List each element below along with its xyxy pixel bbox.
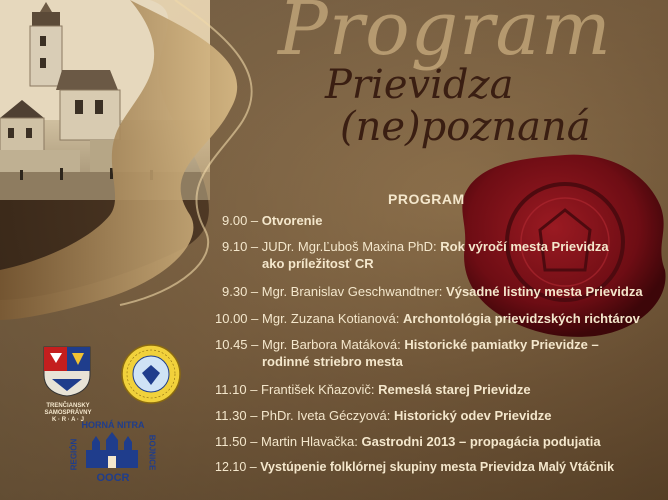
schedule-item: 9.30 – Mgr. Branislav Geschwandtner: Výsadné listiny mesta Prievidza (222, 284, 643, 299)
schedule-item: 11.50 – Martin Hlavačka: Gastrodni 2013 – propagácia podujatia (215, 434, 601, 449)
schedule-title-cont: ako príležitosť CR (262, 256, 374, 271)
schedule-speaker: JUDr. Mgr.Ľuboš Maxina PhD: (261, 239, 437, 254)
title-prievidza: Prievidza (325, 62, 514, 108)
schedule-speaker: PhDr. Iveta Géczyová: (261, 408, 391, 423)
schedule-time: 12.10 (215, 460, 247, 474)
schedule-time: 9.30 (222, 284, 248, 299)
schedule-title: Rok výročí mesta Prievidza (440, 239, 609, 254)
schedule-title: Historické pamiatky Prievidze – (404, 337, 599, 352)
schedule-heading: PROGRAM (388, 191, 465, 207)
schedule-time: 11.10 (215, 382, 247, 397)
logo-region-right: BOJNICE (147, 434, 157, 471)
schedule-title: Remeslá starej Prievidze (378, 382, 531, 397)
schedule-speaker: Mgr. Barbora Matáková: (262, 337, 401, 352)
schedule-item: 9.10 – JUDr. Mgr.Ľuboš Maxina PhD: Rok výročí mesta Prievidza ako príležitosť CR (222, 239, 609, 271)
schedule-title: Vystúpenie folklórnej skupiny mesta Prievidza Malý Vtáčnik (260, 460, 615, 474)
schedule-speaker: Martin Hlavačka: (261, 434, 358, 449)
logo-text-line: SAMOSPRÁVNY (44, 410, 92, 416)
schedule-speaker: Mgr. Zuzana Kotianová: (262, 311, 400, 326)
schedule-time: 9.00 (222, 213, 248, 228)
trencin-region-logo (42, 345, 94, 424)
schedule-speaker: Mgr. Branislav Geschwandtner: (261, 284, 443, 299)
schedule-title: Výsadné listiny mesta Prievidza (446, 284, 643, 299)
schedule-title: Archontológia prievidzských richtárov (402, 311, 640, 326)
schedule-time: 10.00 (215, 311, 248, 326)
schedule-time: 9.10 (222, 239, 248, 254)
schedule-title: Gastrodni 2013 – propagácia podujatia (361, 434, 601, 449)
schedule-item: 12.10 – Vystúpenie folklórnej skupiny mesta Prievidza Malý Vtáčnik (215, 460, 615, 474)
logo-text-line: K · R · A · J (52, 417, 84, 423)
association-round-logo (120, 343, 182, 405)
schedule-speaker: František Kňazovič: (261, 382, 375, 397)
program-title: Program (278, 0, 612, 72)
region-horna-nitra-logo (69, 420, 157, 490)
schedule-item: 11.10 – František Kňazovič: Remeslá starej Prievidze (215, 382, 531, 397)
schedule-item: 11.30 – PhDr. Iveta Géczyová: Historický odev Prievidze (215, 408, 552, 423)
schedule-item: 10.45 – Mgr. Barbora Matáková: Historické pamiatky Prievidze – rodinné striebro mesta (215, 337, 599, 369)
logo-region-bottom: OOCR (96, 472, 130, 484)
schedule-time: 10.45 (215, 337, 248, 352)
schedule-title: Historický odev Prievidze (394, 408, 552, 423)
schedule-item: 9.00 – Otvorenie (222, 213, 323, 228)
coat-of-arms-icon (42, 345, 92, 397)
schedule-title: Otvorenie (261, 213, 323, 228)
schedule-time: 11.50 (215, 434, 247, 449)
logo-region-top: HORNÁ NITRA (81, 420, 145, 430)
schedule-title-cont: rodinné striebro mesta (262, 354, 403, 369)
logo-text-line: TRENČIANSKY (46, 403, 90, 409)
schedule-time: 11.30 (215, 408, 247, 423)
castle-icon (84, 432, 140, 470)
schedule-item: 10.00 – Mgr. Zuzana Kotianová: Archontológia prievidzských richtárov (215, 311, 640, 326)
logo-region-left: REGIÓN (69, 438, 79, 471)
title-nepoznana: (ne)poznaná (340, 104, 591, 150)
